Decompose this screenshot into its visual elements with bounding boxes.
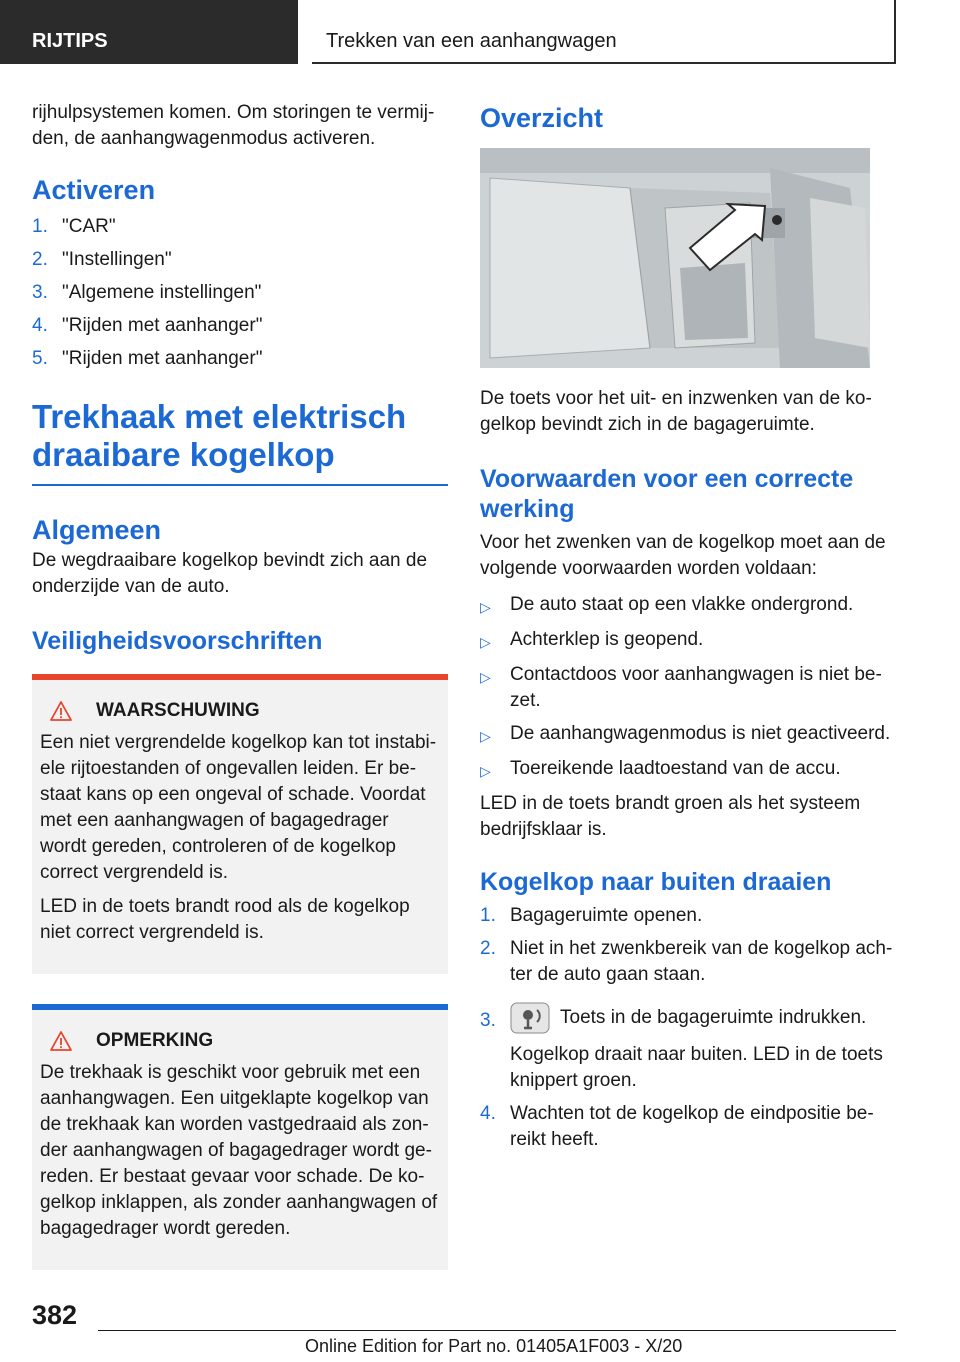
note-text: De trekhaak is geschikt voor gebruik met een aanhangwagen. Een uitgeklapte kogelkop van de trekhaak kan worden vastgedraaid als zonder aanhangwagen of bagagedrager wordt gereden. Er bestaat gevaar voor schade. De kogelkop inklappen, als zonder aanhangwagen of bagagedrager wordt gereden. (40, 1062, 438, 1239)
triangle-bullet-icon: ▷ (480, 728, 491, 744)
activeren-steps (32, 214, 448, 372)
list-item: ▷ De auto staat op een vlakke ondergrond. (480, 592, 896, 620)
warning-title: WAARSCHUWING (40, 700, 438, 722)
left-column (32, 100, 448, 1270)
voorwaarden-intro: Voor het zwenken van de kogelkop moet aan de volgende voorwaarden worden voldaan: (480, 532, 886, 579)
trunk-illustration (480, 148, 870, 368)
kogelkop-button-icon (510, 1002, 550, 1034)
algemeen-text: De wegdraaibare kogelkop bevindt zich aan de onderzijde van de auto. (32, 550, 428, 597)
note-title: OPMERKING (40, 1030, 438, 1052)
warning-triangle-icon (50, 1031, 72, 1051)
warning-led-text: LED in de toets brandt rood als de kogelkop niet correct vergrendeld is. (40, 896, 410, 943)
warning-triangle-icon (50, 701, 72, 721)
edition-text: Online Edition for Part no. 01405A1F003 - X/20 (305, 1336, 683, 1356)
list-item: 5. "Rijden met aanhanger" (32, 348, 263, 369)
section-tab: RIJTIPS (0, 0, 298, 64)
activeren-heading: Activeren (32, 175, 156, 205)
list-item: ▷ Achterklep is geopend. (480, 627, 896, 655)
triangle-bullet-icon: ▷ (480, 669, 491, 685)
voorwaarden-heading: Voorwaarden voor een correcte werking (480, 465, 854, 523)
led-note: LED in de toets brandt groen als het systeem bedrijfsklaar is. (480, 793, 861, 840)
voorwaarden-list (480, 592, 896, 784)
intro-text: rijhulpsystemen komen. Om storingen te vermijden, de aanhangwagenmodus activeren. (32, 102, 435, 149)
main-title: Trekhaak met elektrisch draaibare kogelkop (32, 398, 407, 473)
list-item: 2. "Instellingen" (32, 249, 172, 270)
warning-box (32, 674, 448, 974)
veiligheid-heading: Veiligheidsvoorschriften (32, 627, 323, 655)
list-item: 3. Toets in de bagageruimte indrukken. Kogelkop draait naar buiten. LED in de toets knippert groen. (480, 1002, 896, 1094)
title-divider (32, 484, 448, 486)
list-item: 1. "CAR" (32, 216, 116, 237)
list-item: ▷ Toereikende laadtoestand van de accu. (480, 756, 896, 784)
list-item: ▷ Contactdoos voor aanhangwagen is niet bezet. (480, 662, 896, 714)
step3-sub-text: Kogelkop draait naar buiten. LED in de toets knippert groen. (510, 1044, 883, 1091)
overzicht-heading: Overzicht (480, 103, 604, 133)
list-item: 4. "Rijden met aanhanger" (32, 315, 263, 336)
buiten-steps (480, 903, 896, 1153)
list-item: 4. Wachten tot de kogelkop de eindpositie bereikt heeft. (480, 1103, 874, 1150)
buiten-heading: Kogelkop naar buiten draaien (480, 868, 832, 896)
warning-text: Een niet vergrendelde kogelkop kan tot instabiele rijtoestanden of ongevallen leiden. Er bestaat kans op een ongeval of schade. Voordat met een aanhangwagen of bagagedrager wordt gereden, controleren of de kogelkop correct vergrendeld is. (40, 732, 437, 883)
page-header (0, 0, 960, 64)
overzicht-caption: De toets voor het uit- en inzwenken van de kogelkop bevindt zich in de bagageruimte. (480, 388, 872, 435)
list-item: 1. Bagageruimte openen. (480, 905, 703, 926)
chapter-title: Trekken van een aanhangwagen (312, 0, 896, 64)
list-item: 3. "Algemene instellingen" (32, 282, 262, 303)
algemeen-heading: Algemeen (32, 515, 162, 545)
right-column (480, 100, 896, 1160)
trunk-photo (480, 148, 870, 368)
triangle-bullet-icon: ▷ (480, 599, 491, 615)
list-item: ▷ De aanhangwagenmodus is niet geactiveerd. (480, 721, 896, 749)
triangle-bullet-icon: ▷ (480, 763, 491, 779)
page-number: 382 (32, 1300, 78, 1330)
note-box (32, 1004, 448, 1270)
triangle-bullet-icon: ▷ (480, 634, 491, 650)
list-item: 2. Niet in het zwenkbereik van de kogelkop achter de auto gaan staan. (480, 938, 893, 985)
footer-divider (98, 1330, 896, 1331)
